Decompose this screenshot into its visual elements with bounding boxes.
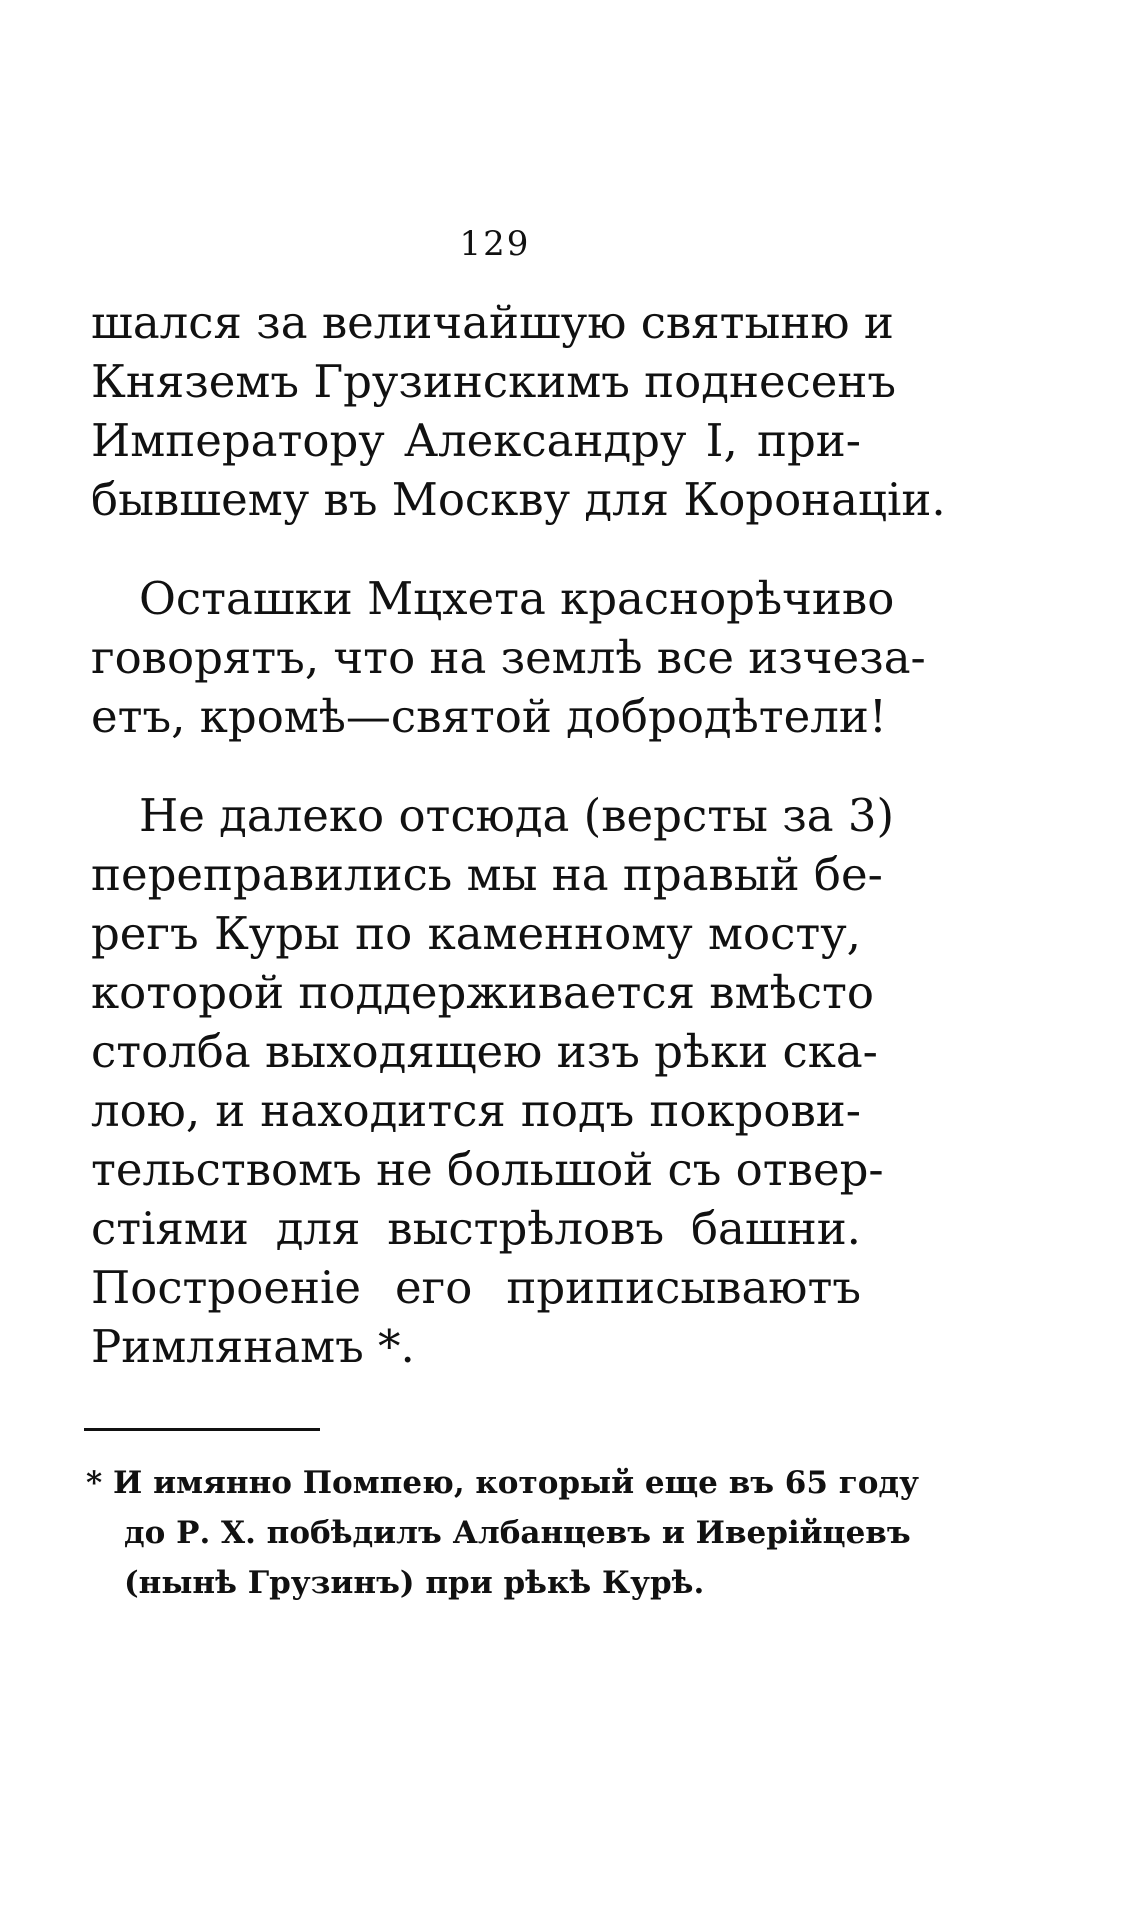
text-line: регъ Куры по каменному мосту,	[91, 907, 861, 960]
footnote-line: * И имянно Помпею, который еще въ 65 году	[86, 1465, 919, 1501]
text-line: переправились мы на правый бе-	[91, 848, 883, 901]
paragraph-1	[91, 293, 946, 529]
text-line: Осташки Мцхета краснорѣчиво	[139, 572, 895, 625]
text-line: Не далеко отсюда (версты за 3)	[139, 789, 895, 842]
footnote-line: (нынѣ Грузинъ) при рѣкѣ Курѣ.	[124, 1565, 705, 1601]
text-line: лою, и находится подъ покрови-	[91, 1084, 861, 1137]
text-line: Построенiе его приписываютъ	[91, 1261, 861, 1314]
text-line: Римлянамъ *.	[91, 1320, 415, 1373]
text-line: етъ, кромѣ—святой добродѣтели!	[91, 690, 887, 743]
footnote-divider	[84, 1428, 320, 1431]
text-line: столба выходящею изъ рѣки ска-	[91, 1025, 878, 1078]
text-line: тельствомъ не большой съ отвер-	[91, 1143, 884, 1196]
text-line: стiями для выстрѣловъ башни.	[91, 1202, 861, 1255]
text-line: Княземъ Грузинскимъ поднесенъ	[91, 355, 897, 408]
main-text	[91, 293, 946, 1376]
text-line: Императору Александру I, при-	[91, 414, 861, 467]
footnote-line: до Р. Х. побѣдилъ Албанцевъ и Иверiйцевъ	[124, 1515, 911, 1551]
text-line: бывшему въ Москву для Коронацiи.	[91, 473, 946, 526]
text-line: говорятъ, что на землѣ все изчеза-	[91, 631, 926, 684]
page-number: 129	[459, 224, 531, 264]
paragraph-2	[91, 569, 926, 746]
paragraph-3	[91, 786, 895, 1376]
text-line: которой поддерживается вмѣсто	[91, 966, 874, 1019]
footnote	[86, 1458, 919, 1608]
text-line: шался за величайшую святыню и	[91, 296, 894, 349]
